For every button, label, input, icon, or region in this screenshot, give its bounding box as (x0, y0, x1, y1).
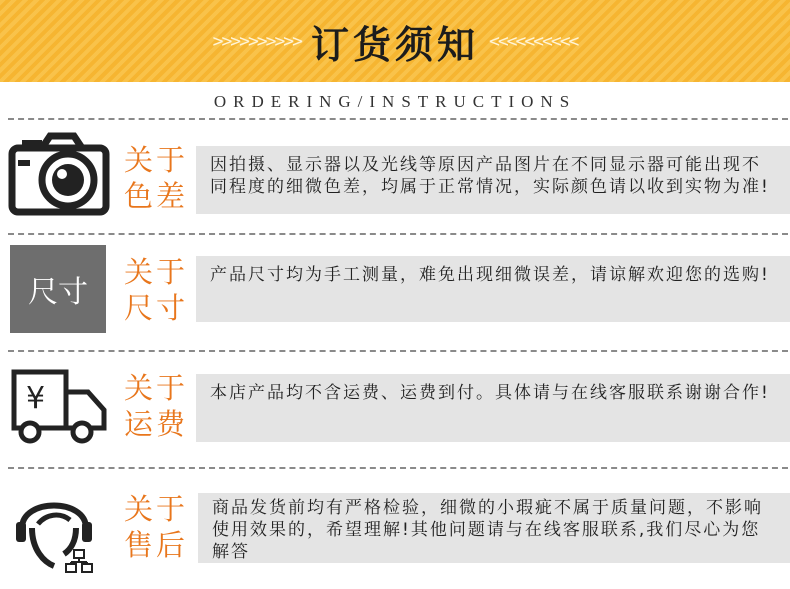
label-line: 关于 (124, 492, 189, 526)
section-text-after-sales: 商品发货前均有严格检验，细微的小瑕疵不属于质量问题，不影响使用效果的，希望理解!其他问题请与在线客服联系,我们尽心为您解答 (198, 493, 790, 563)
header-banner (0, 0, 790, 82)
section-label-after-sales (124, 491, 190, 563)
label-line: 关于 (124, 371, 189, 405)
section-label-color (124, 142, 190, 214)
section-label-shipping (124, 370, 190, 442)
section-divider (8, 350, 788, 352)
section-divider (8, 467, 788, 469)
section-divider (8, 118, 788, 120)
label-line: 色差 (124, 179, 189, 213)
svg-text:¥: ¥ (26, 381, 46, 416)
subtitle: ORDERING/INSTRUCTIONS (213, 92, 577, 111)
page-title: 订货须知 (310, 22, 479, 67)
section-label-size (124, 254, 190, 326)
label-line: 售后 (124, 528, 189, 562)
label-line: 运费 (124, 407, 189, 441)
size-icon-text: 尺寸 (28, 275, 88, 310)
section-text-shipping: 本店产品均不含运费、运费到付。具体请与在线客服联系谢谢合作! (196, 374, 790, 442)
camera-icon (8, 132, 110, 220)
section-text-color: 因拍摄、显示器以及光线等原因产品图片在不同显示器可能出现不同程度的细微色差，均属于正常情况，实际颜色请以收到实物为准! (196, 146, 790, 214)
right-arrows-decoration: <<<<<<<<<< (489, 30, 578, 52)
label-line: 关于 (124, 143, 189, 177)
label-line: 关于 (124, 255, 189, 289)
section-divider (8, 233, 788, 235)
delivery-truck-icon (8, 362, 110, 450)
label-line: 尺寸 (124, 291, 189, 325)
size-icon (10, 245, 106, 333)
left-arrows-decoration: >>>>>>>>>> (212, 30, 301, 52)
section-text-size: 产品尺寸均为手工测量，难免出现细微误差，请谅解欢迎您的选购! (196, 256, 790, 322)
customer-service-icon (8, 484, 110, 572)
